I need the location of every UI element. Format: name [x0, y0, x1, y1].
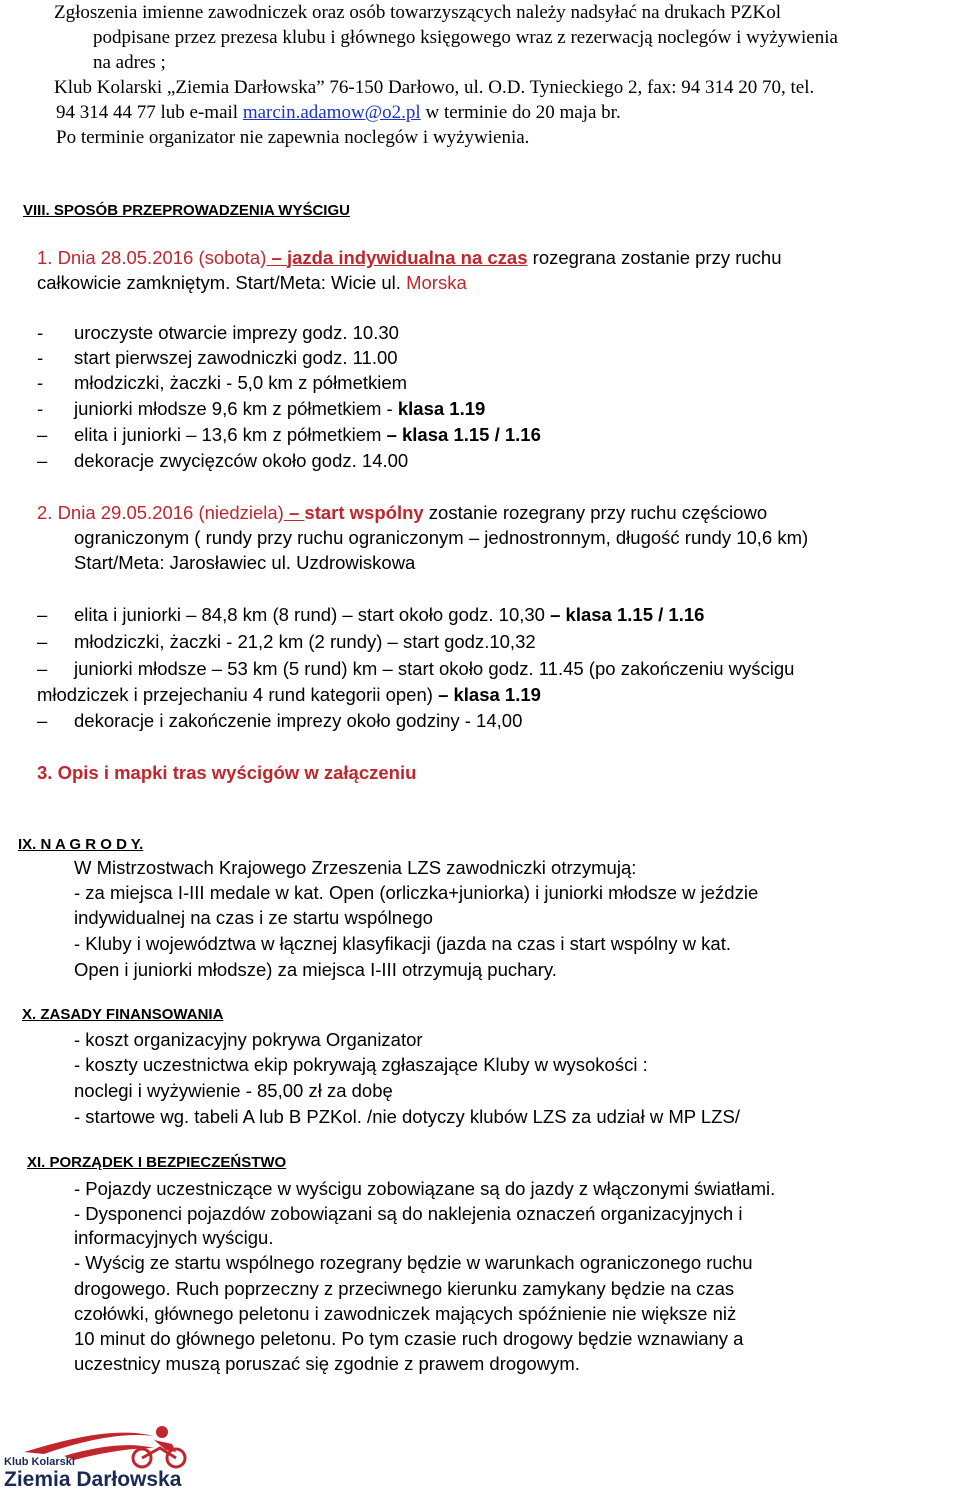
list-item-dash: – [37, 658, 48, 679]
header-line-3: na adres ; [93, 52, 166, 73]
point-2-line-2: ograniczonym ( rundy przy ruchu ograniczonym – jednostronnym, długość rundy 10,6 km) [74, 527, 809, 548]
list-item-dash: - [37, 322, 44, 343]
email-link[interactable]: marcin.adamow@o2.pl [242, 102, 421, 123]
list-item-dash: – [37, 604, 48, 625]
list-item-dash: - [37, 398, 44, 419]
section-11-line: - Wyścig ze startu wspólnego rozegrany będzie w warunkach ograniczonego ruchu [74, 1252, 753, 1273]
list-item-text: elita i juniorki – 84,8 km (8 rund) – start około godz. 10,30 [74, 604, 551, 625]
list-item-class: – klasa 1.15 / 1.16 [550, 604, 705, 625]
point-2-event: start wspólny [304, 502, 424, 523]
section-11-line: - Pojazdy uczestniczące w wyścigu zobowiązane są do jazdy z włączonymi światłami. [74, 1178, 776, 1199]
header-line-6: Po terminie organizator nie zapewnia noclegów i wyżywienia. [56, 127, 530, 148]
list-item: juniorki młodsze – 53 km (5 rund) km – start około godz. 11.45 (po zakończeniu wyścigu [74, 658, 795, 679]
list-item-text: juniorki młodsze 9,6 km z półmetkiem - [74, 398, 398, 419]
point-1-line-1 [37, 245, 782, 270]
list-item: dekoracje i zakończenie imprezy około godziny - 14,00 [74, 710, 523, 731]
section-10-line: - koszty uczestnictwa ekip pokrywają zgłaszające Kluby w wysokości : [74, 1054, 648, 1075]
club-logo [4, 1418, 216, 1494]
section-9-line: W Mistrzostwach Krajowego Zrzeszenia LZS zawodniczki otrzymują: [74, 857, 637, 878]
section-11-line: czołówki, głównego peletonu i zawodniczek mających spóźnienie nie większe niż [74, 1303, 737, 1324]
section-9-heading: IX. N A G R O D Y. [18, 836, 144, 853]
point-2-date: 2. Dnia 29.05.2016 (niedziela) [37, 502, 284, 523]
list-item: młodziczki, żaczki - 5,0 km z półmetkiem [74, 372, 408, 393]
point-3: 3. Opis i mapki tras wyścigów w załączeniu [37, 762, 417, 783]
section-11-line: - Dysponenci pojazdów zobowiązani są do naklejenia oznaczeń organizacyjnych i [74, 1203, 743, 1224]
list-item: dekoracje zwycięzców około godz. 14.00 [74, 450, 409, 471]
header-line-5 [56, 100, 621, 125]
section-11-line: 10 minut do głównego peletonu. Po tym czasie ruch drogowy będzie wznawiany a [74, 1328, 744, 1349]
point-1-event: jazda indywidualna na czas [286, 247, 528, 268]
section-11-line: uczestnicy muszą poruszać się zgodnie z prawem drogowym. [74, 1353, 580, 1374]
section-9-line: - Kluby i województwa w łącznej klasyfikacji (jazda na czas i start wspólny w kat. [74, 933, 731, 954]
list-item-dash: – [37, 450, 48, 471]
section-9-line: Open i juniorki młodsze) za miejsca I-III otrzymują puchary. [74, 959, 557, 980]
list-item [74, 396, 485, 421]
section-11-line: drogowego. Ruch poprzeczny z przeciwnego kierunku zamykany będzie na czas [74, 1278, 735, 1299]
header-line-4: Klub Kolarski „Ziemia Darłowska” 76-150 Darłowo, ul. O.D. Tynieckiego 2, fax: 94 314 20 70, tel. [54, 77, 815, 98]
list-item: start pierwszej zawodniczki godz. 11.00 [74, 347, 398, 368]
logo-text-line-1: Klub Kolarski [4, 1456, 75, 1468]
list-item-dash: – [37, 631, 48, 652]
list-item-class: klasa 1.19 [397, 398, 486, 419]
list-item-class: – klasa 1.19 [438, 684, 541, 705]
list-item-class: – klasa 1.15 / 1.16 [386, 424, 541, 445]
section-8-heading: VIII. SPOSÓB PRZEPROWADZENIA WYŚCIGU [23, 202, 350, 219]
header-line-5-pre: 94 314 44 77 lub e-mail [56, 102, 243, 123]
section-9-line: - za miejsca I-III medale w kat. Open (orliczka+juniorka) i juniorki młodsze w jeździe [74, 882, 759, 903]
point-1-date: 1. Dnia 28.05.2016 (sobota) [37, 247, 267, 268]
list-item-text: młodziczek i przejechaniu 4 rund kategorii open) [37, 684, 439, 705]
header-line-5-post: w terminie do 20 maja br. [420, 102, 621, 123]
point-2-line-3: Start/Meta: Jarosławiec ul. Uzdrowiskowa [74, 552, 416, 573]
section-10-line: noclegi i wyżywienie - 85,00 zł za dobę [74, 1080, 393, 1101]
point-2-rest: zostanie rozegrany przy ruchu częściowo [423, 502, 768, 523]
point-1-rest: rozegrana zostanie przy ruchu [527, 247, 782, 268]
header-line-2: podpisane przez prezesa klubu i głównego księgowego wraz z rezerwacją noclegów i wyżywienia [93, 27, 838, 48]
section-11-heading: XI. PORZĄDEK I BEZPIECZEŃSTWO [27, 1154, 287, 1171]
point-2-line-1 [37, 500, 767, 525]
list-item-dash: - [37, 372, 44, 393]
list-item-continuation [37, 682, 541, 707]
point-2-dash: – [283, 502, 305, 523]
section-9-line: indywidualnej na czas i ze startu wspólnego [74, 907, 433, 928]
logo-text-line-2: Ziemia Darłowska [4, 1468, 182, 1491]
point-1-line-2-pre: całkowicie zamkniętym. Start/Meta: Wicie ul. [37, 272, 407, 293]
point-1-dash: – [266, 247, 287, 268]
section-10-heading: X. ZASADY FINANSOWANIA [22, 1006, 224, 1023]
list-item-dash: - [37, 347, 44, 368]
list-item [74, 422, 541, 447]
section-10-line: - koszt organizacyjny pokrywa Organizator [74, 1029, 423, 1050]
section-10-line: - startowe wg. tabeli A lub B PZKol. /nie dotyczy klubów LZS za udział w MP LZS/ [74, 1106, 740, 1127]
point-1-line-2 [37, 270, 467, 295]
point-1-morska: Morska [406, 272, 467, 293]
list-item: uroczyste otwarcie imprezy godz. 10.30 [74, 322, 399, 343]
section-11-line: informacyjnych wyścigu. [74, 1227, 274, 1248]
list-item-dash: – [37, 710, 48, 731]
list-item: młodziczki, żaczki - 21,2 km (2 rundy) – start godz.10,32 [74, 631, 536, 652]
list-item-text: elita i juniorki – 13,6 km z półmetkiem [74, 424, 387, 445]
list-item-dash: – [37, 424, 48, 445]
header-line-1: Zgłoszenia imienne zawodniczek oraz osób towarzyszących należy nadsyłać na drukach PZKol [54, 2, 781, 23]
list-item [74, 602, 704, 627]
